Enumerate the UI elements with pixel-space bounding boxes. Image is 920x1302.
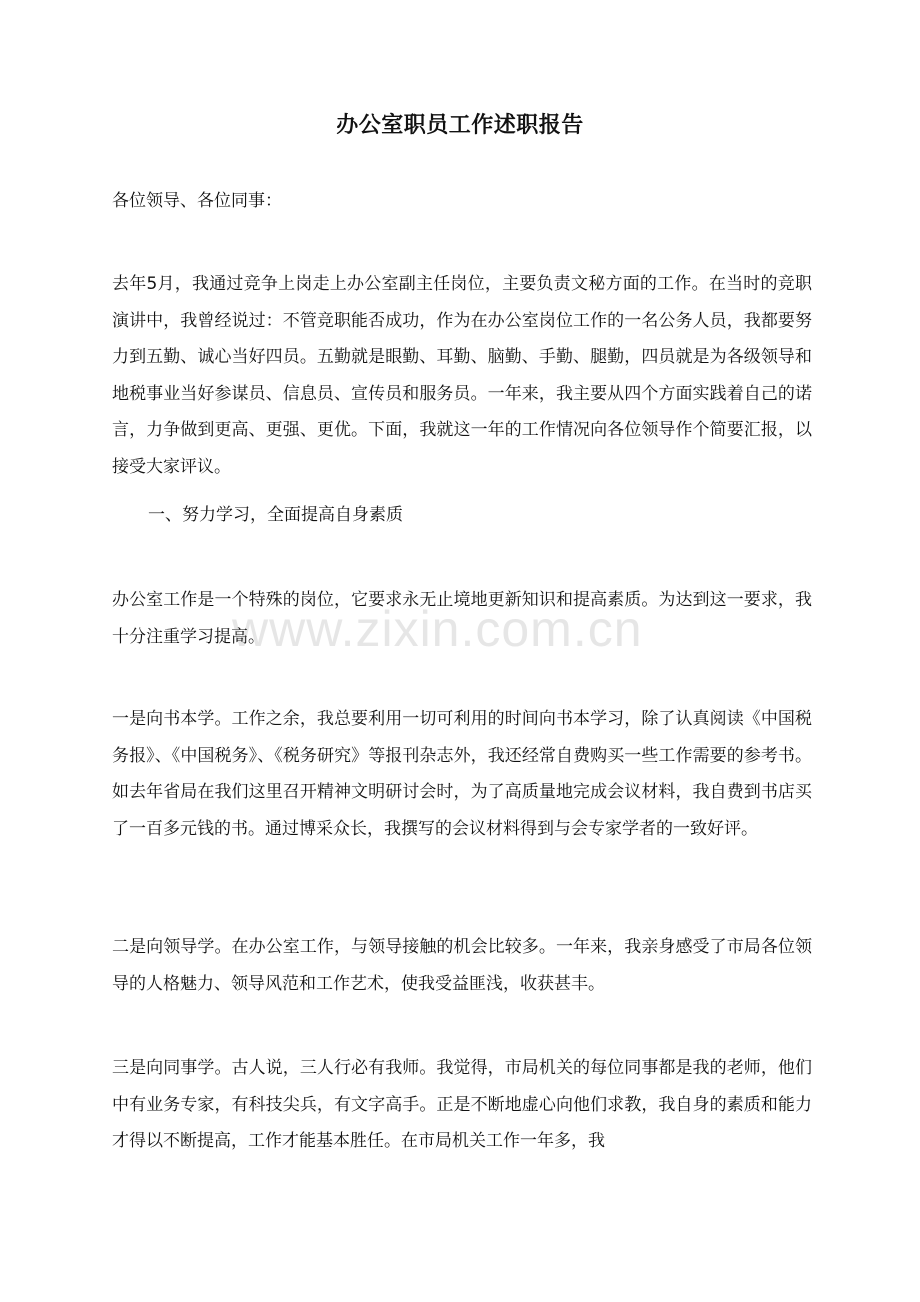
watermark: www.zixin.com.cn xyxy=(232,601,643,657)
paragraph-books: 一是向书本学。工作之余，我总要利用一切可利用的时间向书本学习，除了认真阅读《中国税务报》、《中国税务》、《税务研究》等报刊杂志外，我还经常自费购买一些工作需要的参考书。如去年省局在我们这里召开精神文明研讨会时，为了高质量地完成会议材料，我自费到书店买了一百多元钱的书。通过博采众长，我撰写的会议材料得到与会专家学者的一致好评。 xyxy=(112,709,812,839)
paragraph-leaders: 二是向领导学。在办公室工作，与领导接触的机会比较多。一年来，我亲身感受了市局各位领导的人格魅力、领导风范和工作艺术，使我受益匪浅，收获甚丰。 xyxy=(112,937,812,994)
paragraph-study: 办公室工作是一个特殊的岗位，它要求永无止境地更新知识和提高素质。为达到这一要求，我十分注重学习提高。 xyxy=(112,590,812,647)
salutation: 各位领导、各位同事： xyxy=(112,191,282,211)
paragraph-colleagues: 三是向同事学。古人说，三人行必有我师。我觉得，市局机关的每位同事都是我的老师，他们中有业务专家，有科技尖兵，有文字高手。正是不断地虚心向他们求教，我自身的素质和能力才得以不断提高，工作才能基本胜任。在市局机关工作一年多，我 xyxy=(112,1058,812,1151)
document-title: 办公室职员工作述职报告 xyxy=(336,113,584,138)
section-heading: 一、努力学习，全面提高自身素质 xyxy=(148,505,403,525)
paragraph-intro: 去年5月，我通过竞争上岗走上办公室副主任岗位，主要负责文秘方面的工作。在当时的竞职演讲中，我曾经说过：不管竞职能否成功，作为在办公室岗位工作的一名公务人员，我都要努力到五勤、诚心当好四员。五勤就是眼勤、耳勤、脑勤、手勤、腿勤，四员就是为各级领导和地税事业当好参谋员、信息员、宣传员和服务员。一年来，我主要从四个方面实践着自己的诺言，力争做到更高、更强、更优。下面，我就这一年的工作情况向各位领导作个简要汇报，以接受大家评议。 xyxy=(112,274,812,477)
